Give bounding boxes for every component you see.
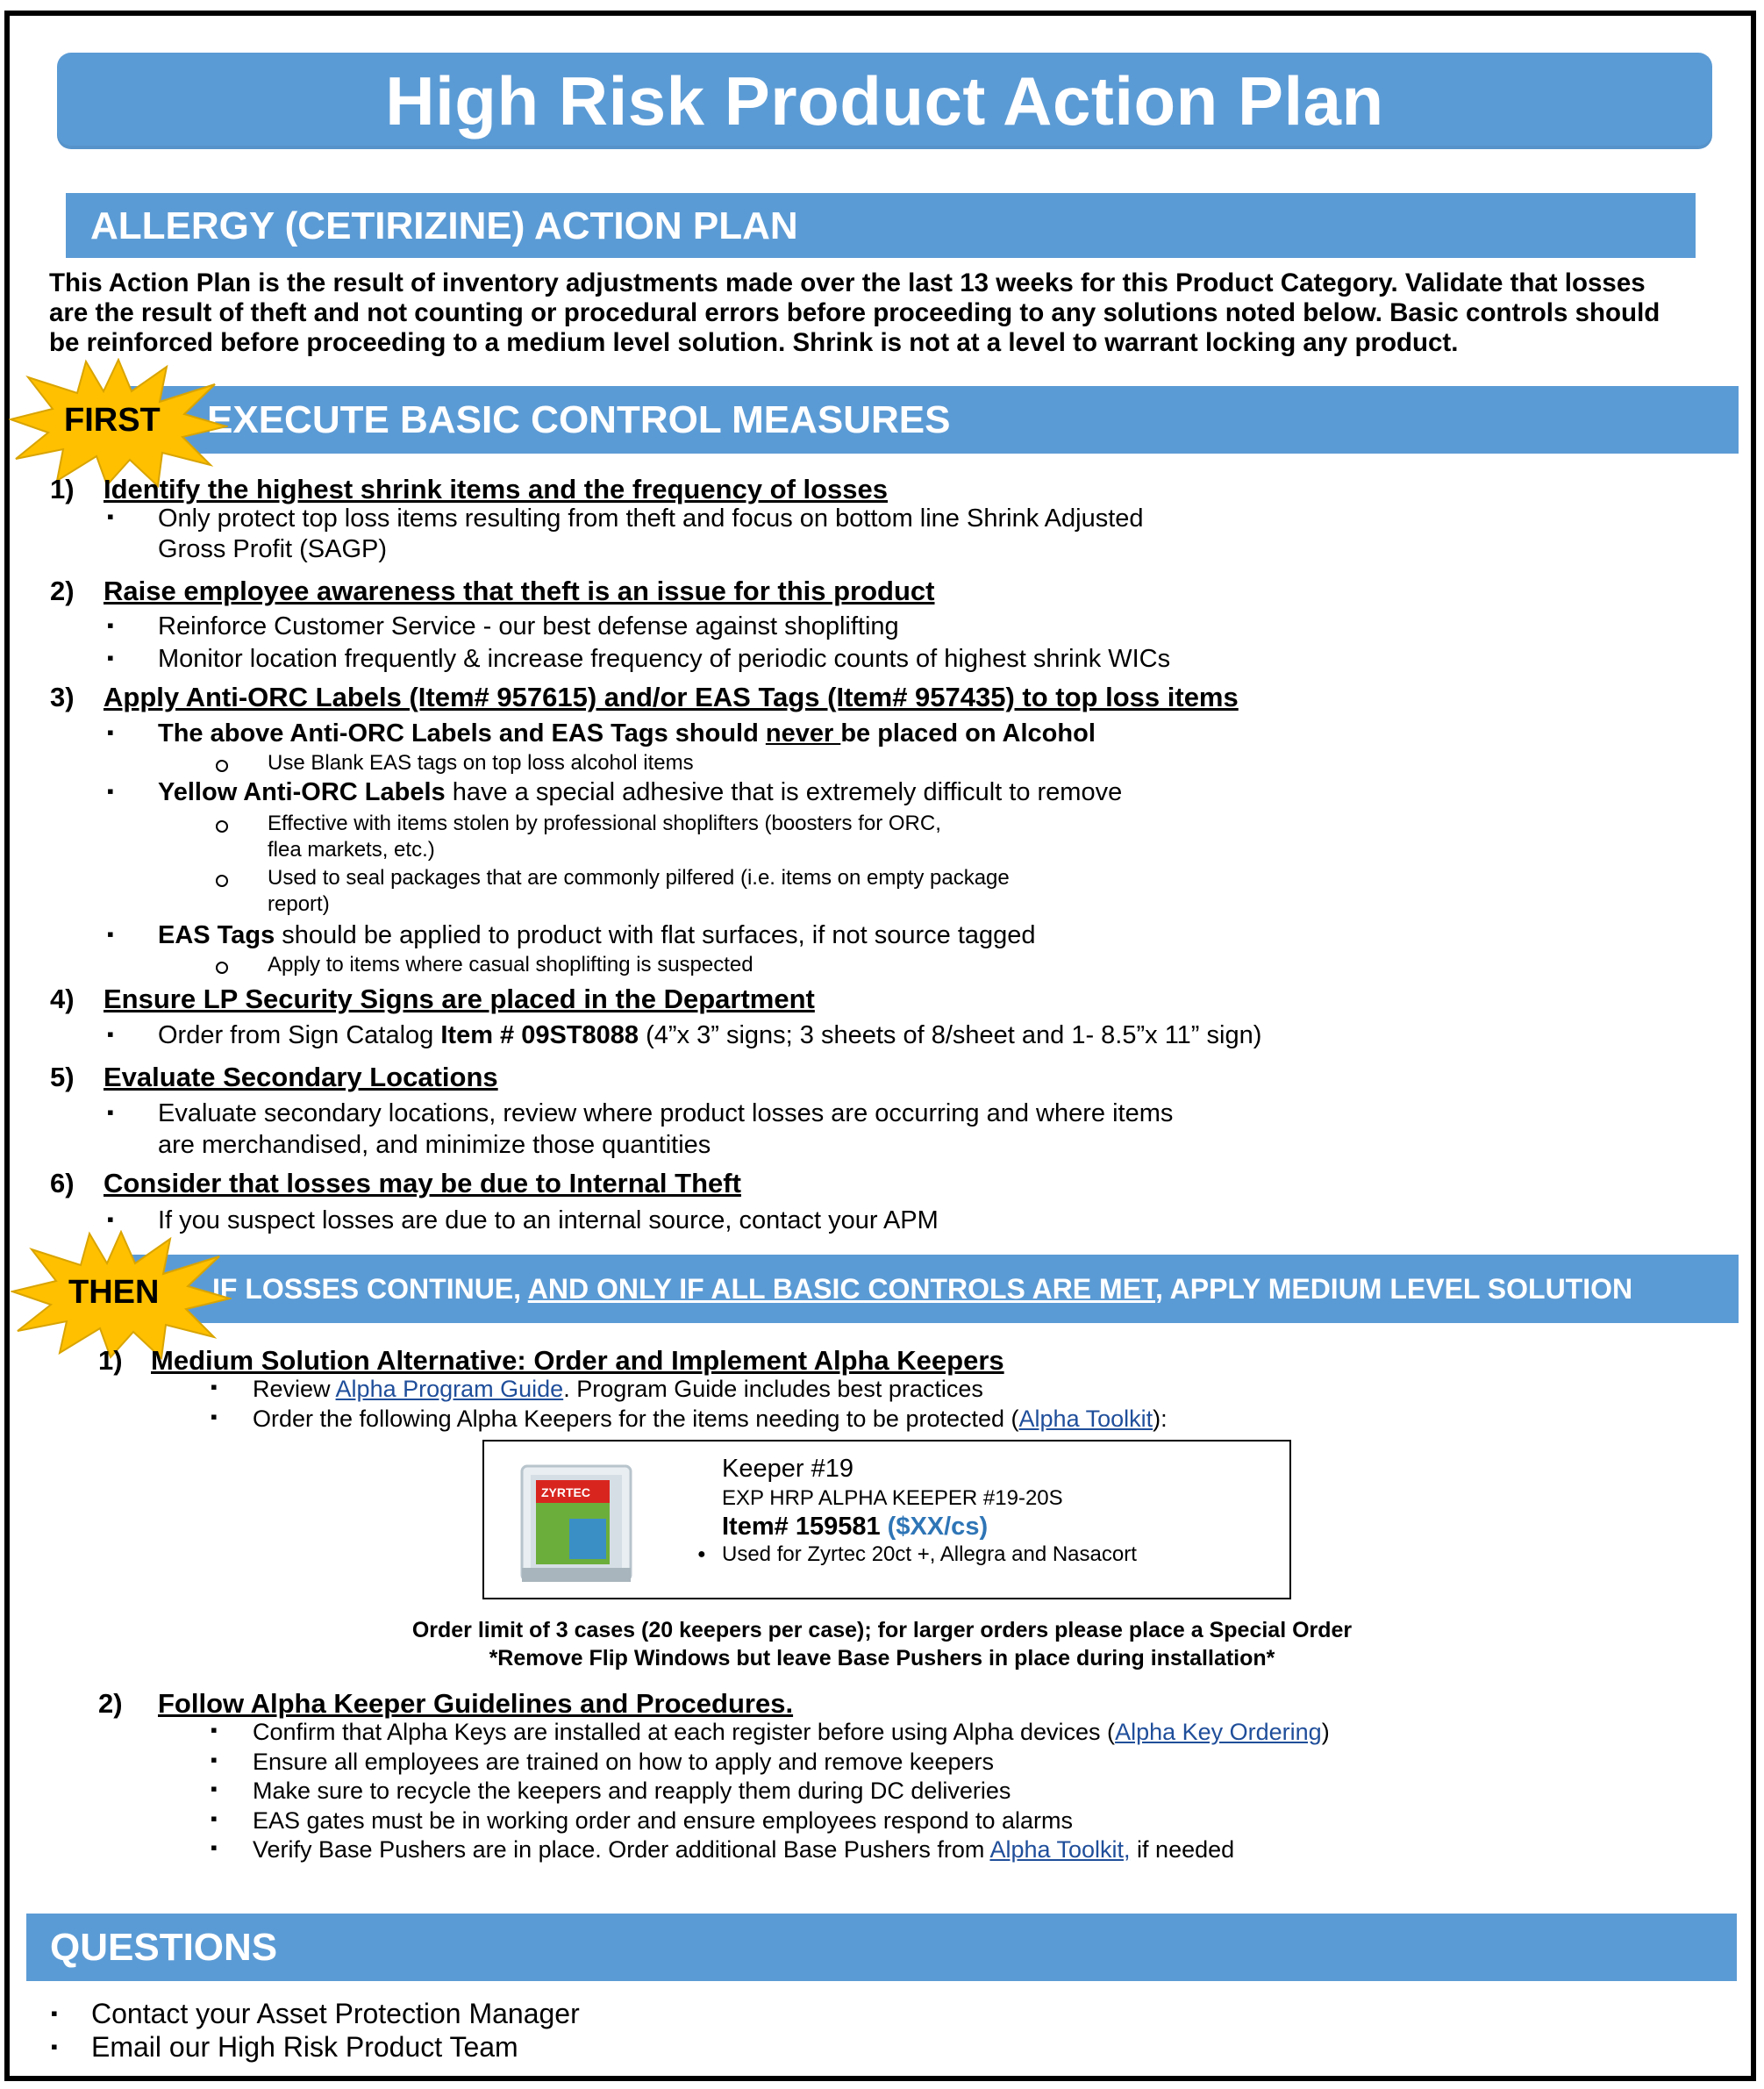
- bullet-text: Review: [253, 1376, 336, 1402]
- sub-bullet-icon: [216, 962, 228, 974]
- alpha-key-ordering-link[interactable]: Alpha Key Ordering: [1115, 1719, 1322, 1745]
- medium-step-2-bullet-3: Make sure to recycle the keepers and reapply them during DC deliveries: [253, 1778, 1011, 1804]
- bullet-text: Order the following Alpha Keepers for the items needing to be protected (: [253, 1406, 1019, 1432]
- bullet-text: ):: [1153, 1406, 1168, 1432]
- intro-line: are the result of theft and not counting or procedural errors before proceeding to any solutions noted below. Basic controls should: [49, 298, 1660, 327]
- step-1-title: Identify the highest shrink items and the frequency of losses: [104, 474, 889, 504]
- step-3-bullet-2: [158, 777, 1122, 807]
- page-title: High Risk Product Action Plan: [385, 62, 1384, 140]
- keeper-name: Keeper #19: [722, 1455, 853, 1483]
- bullet-text: if needed: [1130, 1836, 1235, 1863]
- step-1-bullet-1-cont: Gross Profit (SAGP): [158, 535, 388, 563]
- never-emphasis: never: [765, 719, 841, 748]
- then-heading-underlined: AND ONLY IF ALL BASIC CONTROLS ARE MET: [527, 1273, 1156, 1305]
- medium-step-1-title: Medium Solution Alternative: Order and Implement Alpha Keepers: [151, 1345, 1004, 1376]
- first-section-banner: [114, 386, 1739, 454]
- intro-paragraph: [49, 268, 1716, 358]
- intro-line: be reinforced before proceeding to a medium level solution. Shrink is not at a level to warrant locking any product.: [49, 328, 1459, 357]
- questions-item: Email our High Risk Product Team: [91, 2031, 518, 2063]
- keeper-item-number: [722, 1512, 988, 1542]
- bullet-icon: ▪: [107, 923, 114, 945]
- bullet-icon: ▪: [107, 1023, 114, 1045]
- step-3-bullet-3-text: should be applied to product with flat surfaces, if not source tagged: [275, 921, 1036, 949]
- bullet-icon: ▪: [107, 647, 114, 669]
- step-2-bullet-2: Monitor location frequently & increase frequency of periodic counts of highest shrink WICs: [158, 645, 1171, 673]
- bullet-icon: ▪: [211, 1807, 218, 1829]
- installation-note: *Remove Flip Windows but leave Base Pushers in place during installation*: [489, 1646, 1275, 1670]
- section-title: ALLERGY (CETIRIZINE) ACTION PLAN: [90, 204, 798, 247]
- bullet-icon: ▪: [211, 1719, 218, 1741]
- keeper-use: Used for Zyrtec 20ct +, Allegra and Nasacort: [722, 1542, 1137, 1566]
- bullet-icon: ▪: [211, 1778, 218, 1799]
- questions-banner: [26, 1914, 1737, 1981]
- step-2-title: Raise employee awareness that theft is an issue for this product: [104, 576, 935, 606]
- step-3-bullet-1-text: be placed on Alcohol: [840, 719, 1096, 748]
- then-badge-label: THEN: [68, 1274, 160, 1311]
- then-section-banner: [114, 1255, 1739, 1323]
- sign-item-number: Item # 09ST8088: [440, 1021, 639, 1049]
- step-1-bullet-1: Only protect top loss items resulting from theft and focus on bottom line Shrink Adjusted: [158, 504, 1144, 533]
- keeper-price: ($XX/cs): [887, 1513, 989, 1541]
- step-3-sub-bullet: Effective with items stolen by professional shoplifters (boosters for ORC,: [268, 812, 941, 835]
- sub-bullet-icon: [216, 760, 228, 772]
- bullet-icon: ▪: [211, 1836, 218, 1858]
- bullet-text: . Program Guide includes best practices: [563, 1376, 983, 1402]
- step-number: 2): [98, 1688, 123, 1719]
- keeper-brand-label: ZYRTEC: [541, 1485, 590, 1499]
- first-starburst-badge: [9, 358, 228, 488]
- step-5-bullet-1: Evaluate secondary locations, review where product losses are occurring and where items: [158, 1099, 1174, 1127]
- bullet-icon: ▪: [211, 1749, 218, 1771]
- step-4-bullet-1: [158, 1020, 1261, 1050]
- keeper-product-image: [515, 1457, 638, 1589]
- step-3-sub-bullet-cont: flea markets, etc.): [268, 838, 435, 862]
- step-number: 1): [50, 474, 75, 504]
- questions-item: Contact your Asset Protection Manager: [91, 1998, 580, 2029]
- medium-step-2-bullet-2: Ensure all employees are trained on how to apply and remove keepers: [253, 1749, 994, 1775]
- medium-step-1-bullet-1: [253, 1374, 983, 1404]
- step-4-bullet-1-text: (4”x 3” signs; 3 sheets of 8/sheet and 1- 8.5”x 11” sign): [639, 1021, 1262, 1049]
- bullet-icon: ▪: [107, 1208, 114, 1230]
- step-4-bullet-1-text: Order from Sign Catalog: [158, 1021, 441, 1049]
- step-number: 6): [50, 1168, 75, 1198]
- bullet-icon: ▪: [51, 2002, 58, 2024]
- step-3-sub-bullet-cont: report): [268, 892, 330, 916]
- medium-step-2-bullet-4: EAS gates must be in working order and ensure employees respond to alarms: [253, 1807, 1073, 1834]
- questions-heading: QUESTIONS: [50, 1926, 278, 1969]
- step-3-sub-bullet: Use Blank EAS tags on top loss alcohol items: [268, 751, 694, 775]
- step-3-sub-bullet: Apply to items where casual shoplifting is suspected: [268, 953, 753, 977]
- order-limit-note: Order limit of 3 cases (20 keepers per case); for larger orders please place a Special Order: [411, 1618, 1353, 1642]
- step-6-bullet-1: If you suspect losses are due to an internal source, contact your APM: [158, 1206, 939, 1234]
- step-6-title: Consider that losses may be due to Internal Theft: [104, 1168, 741, 1198]
- step-3-bullet-1: [158, 719, 1096, 748]
- eas-tags-bold: EAS Tags: [158, 921, 275, 949]
- then-section-heading: [114, 1255, 1739, 1323]
- keeper-description: EXP HRP ALPHA KEEPER #19-20S: [722, 1486, 1063, 1510]
- first-section-heading: EXECUTE BASIC CONTROL MEASURES: [207, 398, 951, 441]
- sub-bullet-icon: [216, 820, 228, 833]
- step-2-bullet-1: Reinforce Customer Service - our best defense against shoplifting: [158, 612, 899, 640]
- bullet-icon: ▪: [51, 2035, 58, 2057]
- bullet-icon: ●: [697, 1547, 706, 1562]
- intro-line: This Action Plan is the result of inventory adjustments made over the last 13 weeks for this Product Category. Validate that losses: [49, 268, 1646, 297]
- medium-step-2-bullet-1: [253, 1717, 1330, 1747]
- alpha-toolkit-link[interactable]: Alpha Toolkit,: [989, 1836, 1131, 1863]
- then-heading-text: , APPLY MEDIUM LEVEL SOLUTION: [1155, 1273, 1633, 1305]
- bullet-text: Confirm that Alpha Keys are installed at each register before using Alpha devices (: [253, 1719, 1116, 1745]
- step-3-bullet-1-text: The above Anti-ORC Labels and EAS Tags should: [158, 719, 766, 748]
- step-3-title: Apply Anti-ORC Labels (Item# 957615) and/or EAS Tags (Item# 957435) to top loss items: [104, 682, 1239, 712]
- step-number: 2): [50, 576, 75, 606]
- step-4-title: Ensure LP Security Signs are placed in the Department: [104, 984, 815, 1014]
- bullet-icon: ▪: [107, 505, 114, 527]
- bullet-icon: ▪: [107, 1101, 114, 1123]
- bullet-icon: ▪: [211, 1376, 218, 1398]
- then-starburst-badge: [11, 1230, 232, 1360]
- step-number: 3): [50, 682, 75, 712]
- bullet-icon: ▪: [107, 614, 114, 636]
- bullet-icon: ▪: [211, 1406, 218, 1427]
- medium-step-1-bullet-2: [253, 1404, 1168, 1434]
- step-5-bullet-1-cont: are merchandised, and minimize those quantities: [158, 1131, 711, 1159]
- step-number: 5): [50, 1062, 75, 1092]
- main-title-banner: [57, 53, 1712, 149]
- yellow-labels-bold: Yellow Anti-ORC Labels: [158, 778, 446, 806]
- medium-step-2-title: Follow Alpha Keeper Guidelines and Procedures.: [158, 1688, 794, 1719]
- first-badge-label: FIRST: [64, 402, 161, 439]
- step-number: 4): [50, 984, 75, 1014]
- step-number: 1): [98, 1345, 123, 1376]
- step-3-bullet-3: [158, 920, 1036, 950]
- keeper-product-card: [482, 1440, 1291, 1599]
- sub-bullet-icon: [216, 875, 228, 887]
- step-5-title: Evaluate Secondary Locations: [104, 1062, 498, 1092]
- alpha-program-guide-link[interactable]: Alpha Program Guide: [335, 1376, 564, 1402]
- bullet-icon: ▪: [107, 780, 114, 802]
- then-heading-text: IF LOSSES CONTINUE,: [212, 1273, 528, 1305]
- medium-step-2-bullet-5: [253, 1835, 1234, 1864]
- step-3-sub-bullet: Used to seal packages that are commonly pilfered (i.e. items on empty package: [268, 866, 1010, 890]
- step-3-bullet-2-text: have a special adhesive that is extremely difficult to remove: [445, 778, 1123, 806]
- bullet-text: ): [1321, 1719, 1330, 1745]
- alpha-toolkit-link[interactable]: Alpha Toolkit: [1018, 1406, 1153, 1432]
- keeper-item-label: Item# 159581: [722, 1513, 881, 1541]
- section-title-banner: [66, 193, 1696, 258]
- bullet-icon: ▪: [107, 721, 114, 743]
- bullet-text: Verify Base Pushers are in place. Order additional Base Pushers from: [253, 1836, 990, 1863]
